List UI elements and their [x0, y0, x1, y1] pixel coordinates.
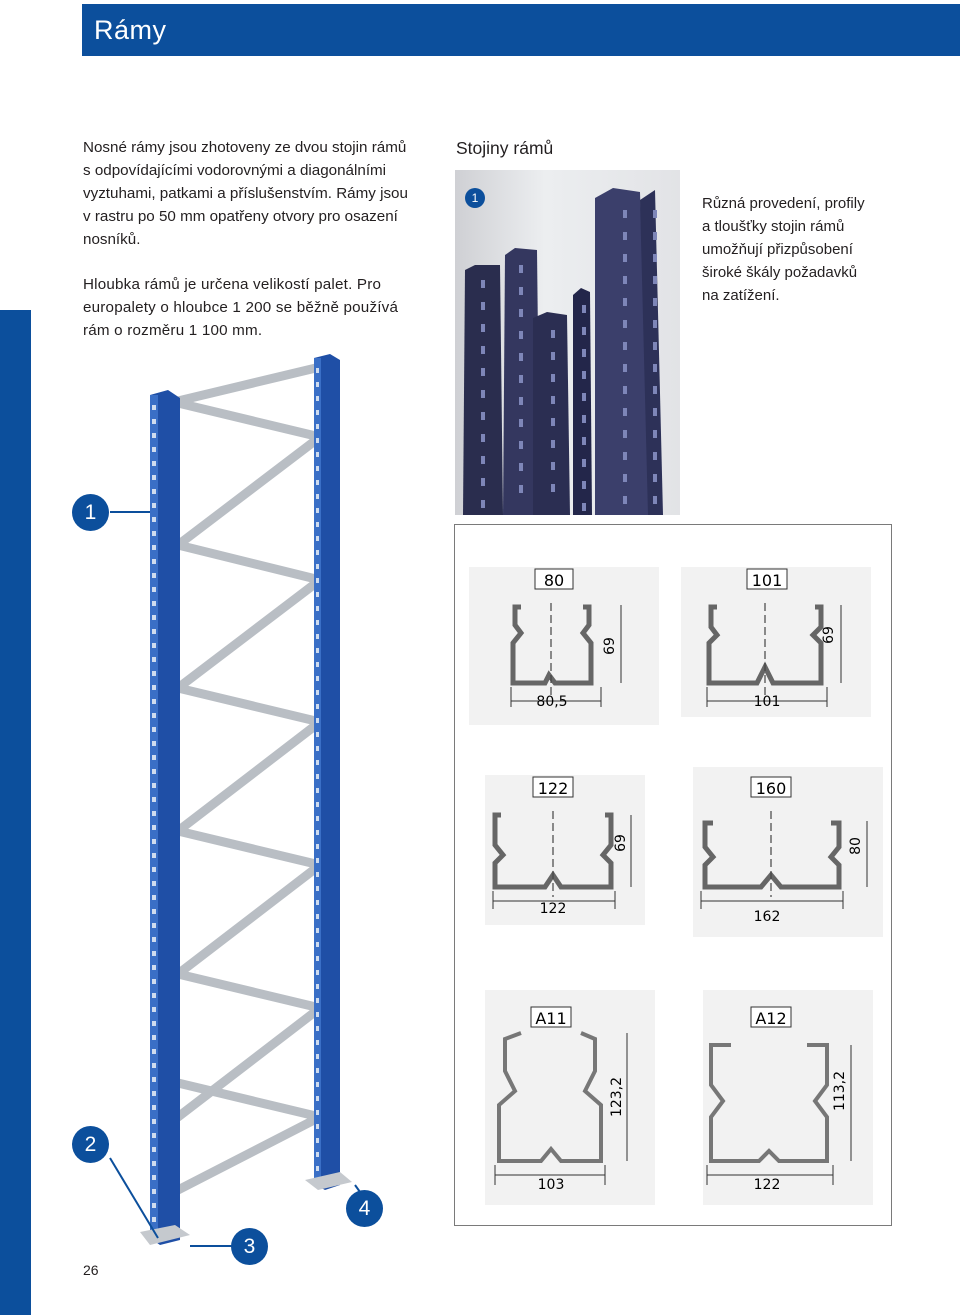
- variants-line: široké škály požadavků: [702, 264, 858, 281]
- profile-80-width: 80,5: [536, 694, 568, 710]
- profile-diagram-canvas: [455, 525, 891, 1225]
- intro-p1-line: nosníků.: [83, 231, 141, 248]
- intro-paragraph-1: [83, 136, 423, 251]
- profile-101-name: 101: [751, 571, 783, 590]
- intro-p2-line: rám o rozměru 1 100 mm.: [83, 322, 263, 339]
- profile-a11-height: 123,2: [609, 1076, 625, 1118]
- intro-p1-line: vyztuhami, patkami a příslušenstvím. Rámy jsou: [83, 185, 408, 202]
- profile-80-name: 80: [543, 571, 565, 590]
- right-upright: [314, 354, 340, 1190]
- profile-a12-width: 122: [753, 1177, 781, 1193]
- intro-p2-line: Hloubka rámů je určena velikostí palet. Pro: [83, 276, 382, 293]
- profile-101-width: 101: [753, 694, 781, 710]
- profile-a11-name: A11: [535, 1009, 567, 1028]
- uprights-photo: [455, 170, 680, 515]
- intro-p1-line: v rastru po 50 mm opatřeny otvory pro osazení: [83, 208, 398, 225]
- page-header: [82, 4, 960, 56]
- intro-p1-line: Nosné rámy jsou zhotoveny ze dvou stojin rámů: [83, 139, 407, 156]
- profile-160-name: 160: [755, 779, 787, 798]
- intro-p1-line: s odpovídajícími vodorovnými a diagonálními: [83, 162, 387, 179]
- intro-p2-line: europalety o hloubce 1 200 se běžně používá: [83, 299, 399, 316]
- variants-line: na zatížení.: [702, 287, 780, 304]
- profile-a11-width: 103: [537, 1177, 565, 1193]
- profile-diagrams: [454, 524, 892, 1226]
- base-plate-right: [305, 1172, 352, 1190]
- variants-text: [702, 192, 902, 307]
- frame-bracing: [178, 367, 320, 1190]
- variants-line: umožňují přizpůsobení: [702, 241, 853, 258]
- page-number: 26: [83, 1262, 99, 1278]
- profile-122-name: 122: [537, 779, 569, 798]
- callout-badge-2: 2: [72, 1126, 109, 1163]
- uprights-photo-image: [455, 170, 680, 515]
- callout-badge-4: 4: [346, 1190, 383, 1227]
- profile-160-width: 162: [753, 909, 781, 925]
- page-title: Rámy: [94, 15, 167, 45]
- callout-badge-1: 1: [72, 494, 109, 531]
- variants-line: Různá provedení, profily: [702, 195, 865, 212]
- photo-badge-1: 1: [465, 188, 485, 208]
- profile-101-height: 69: [821, 626, 837, 644]
- profile-122-height: 69: [613, 834, 629, 852]
- profile-80-height: 69: [602, 637, 618, 655]
- variants-line: a tloušťky stojin rámů: [702, 218, 845, 235]
- profile-a12-height: 113,2: [832, 1070, 848, 1112]
- section-heading: Stojiny rámů: [456, 138, 554, 158]
- profile-a12-name: A12: [755, 1009, 787, 1028]
- callout-badge-3: 3: [231, 1228, 268, 1265]
- rack-frame-illustration: [0, 330, 420, 1315]
- profile-122-width: 122: [539, 901, 567, 917]
- profile-160-height: 80: [848, 837, 864, 855]
